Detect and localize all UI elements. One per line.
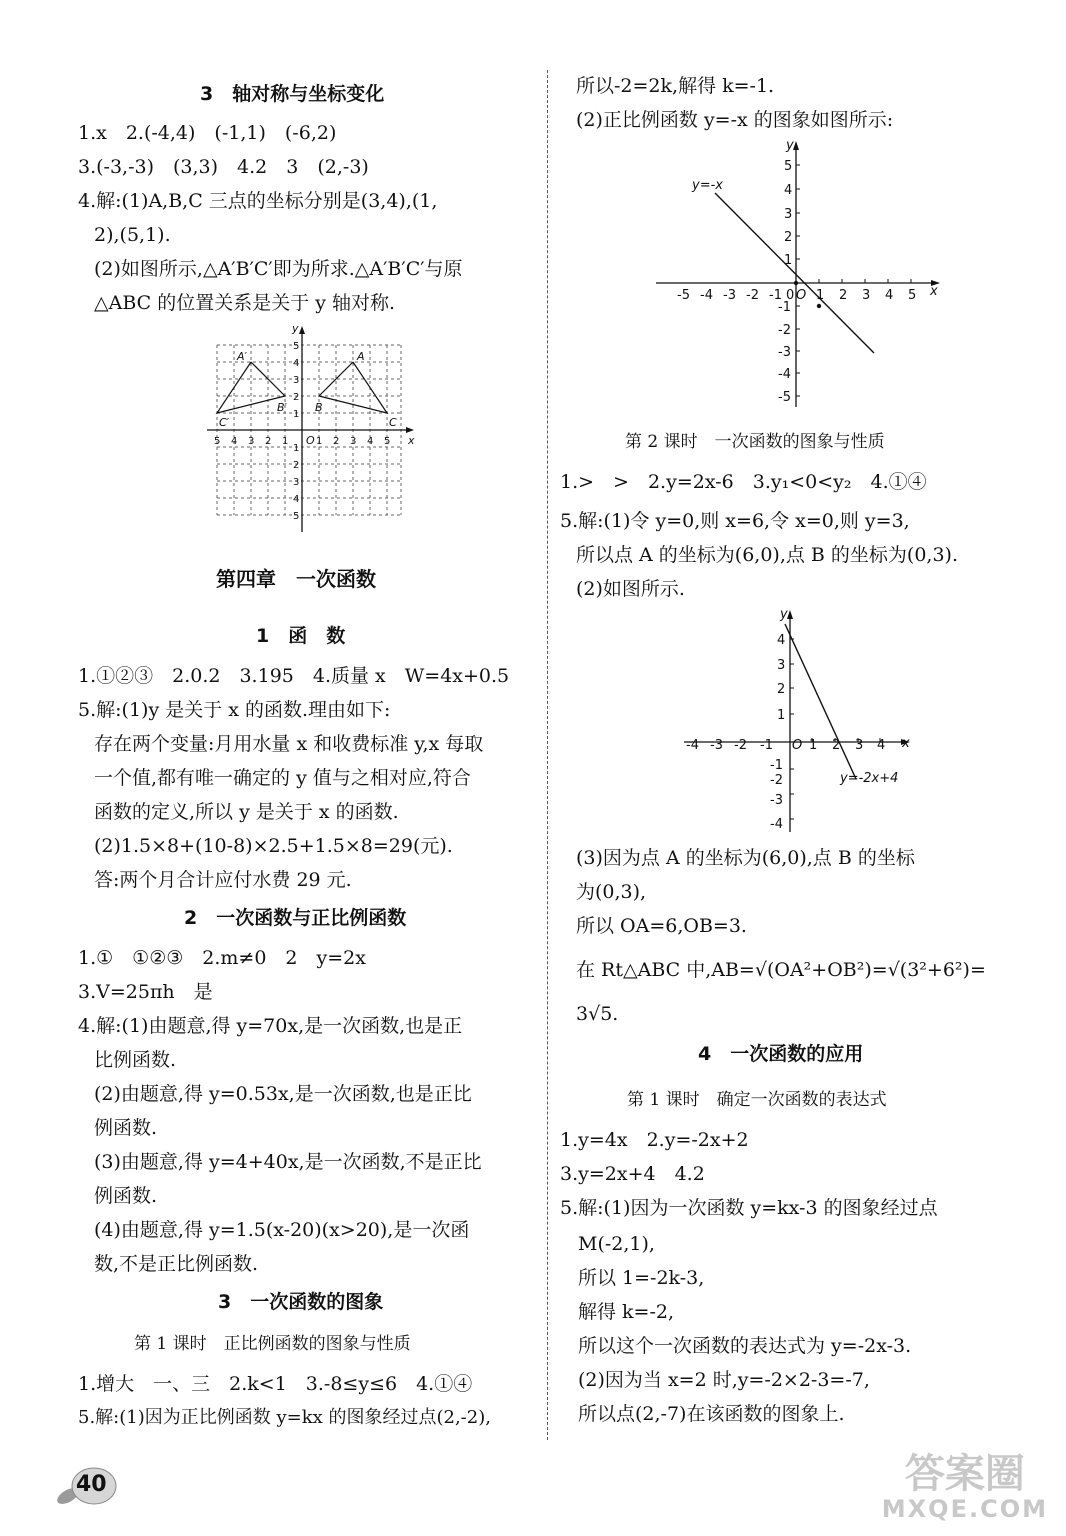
tick-label: -3 (778, 345, 791, 360)
tick-label: 2 (777, 682, 786, 697)
answer-line: 1.① ①②③ 2.m≠0 2 y=2x (78, 947, 366, 969)
tick-label: -2 (734, 738, 747, 753)
watermark-title: 答案圈 (904, 1450, 1025, 1497)
section-title: 3 轴对称与坐标变化 (200, 83, 385, 105)
y-axis-label: y (780, 607, 788, 622)
answer-line: 5.解:(1)因为正比例函数 y=kx 的图象经过点(2,-2), (78, 1407, 491, 1428)
answer-line: 一个值,都有唯一确定的 y 值与之相对应,符合 (94, 767, 471, 789)
answer-line: 5.解:(1)y 是关于 x 的函数.理由如下: (78, 699, 391, 721)
label-b: B (315, 401, 323, 414)
answer-line: 存在两个变量:月用水量 x 和收费标准 y,x 每取 (94, 733, 484, 755)
answer-line: 所以-2=2k,解得 k=-1. (576, 75, 775, 97)
tick-label: 3 (784, 207, 793, 222)
tick-label: 4 (293, 494, 300, 505)
answer-line: (2)正比例函数 y=-x 的图象如图所示: (576, 109, 894, 131)
tick-label: 4 (293, 358, 300, 369)
tick-label: -5 (778, 390, 791, 405)
tick-label: 2 (333, 436, 340, 447)
tick-label: -1 (778, 300, 791, 315)
tick-label: -5 (677, 288, 690, 303)
page-number: 40 (76, 1472, 107, 1497)
section-title: 3 一次函数的图象 (218, 1291, 384, 1313)
tick-label: -4 (700, 288, 713, 303)
tick-label: 1 (316, 436, 323, 447)
watermark-url: MXQE.COM (881, 1494, 1048, 1523)
origin-label: O (792, 738, 803, 753)
answer-line: 比例函数. (94, 1049, 177, 1071)
line-label: y=-x (692, 178, 723, 193)
tick-label: 3 (350, 436, 357, 447)
tick-label: 5 (214, 436, 221, 447)
tick-label: -1 (769, 288, 782, 303)
graph-y-neg-2x-plus-4 (680, 604, 920, 839)
answer-line: 1.> > 2.y=2x-6 3.y₁<0<y₂ 4.①④ (560, 471, 927, 493)
chapter-title: 第四章 一次函数 (216, 567, 376, 591)
tick-label: 4 (777, 633, 786, 648)
answer-line: 1.x 2.(-4,4) (-1,1) (-6,2) (78, 122, 337, 144)
x-axis-label: x (408, 434, 415, 447)
label-c-prime: C′ (219, 416, 230, 429)
answer-line: 例函数. (94, 1185, 158, 1207)
label-a-prime: A′ (237, 350, 248, 363)
section-title: 2 一次函数与正比例函数 (184, 907, 407, 929)
answer-line: 所以这个一次函数的表达式为 y=-2x-3. (578, 1335, 912, 1357)
origin-label: O (796, 288, 807, 303)
answer-line: 4.解:(1)由题意,得 y=70x,是一次函数,也是正 (78, 1015, 463, 1037)
answer-line: △ABC 的位置关系是关于 y 轴对称. (94, 292, 396, 314)
answer-line: 2),(5,1). (94, 224, 171, 246)
tick-label: 2 (265, 436, 272, 447)
tick-label: 3 (862, 288, 871, 303)
tick-label: -2 (770, 773, 783, 788)
tick-label: 2 (293, 392, 300, 403)
graph-y-neg-x (650, 135, 950, 415)
tick-label: 2 (832, 738, 841, 753)
tick-label: 2 (784, 230, 793, 245)
answer-line: 3√5. (576, 1003, 619, 1025)
answer-line: (2)因为当 x=2 时,y=-2×2-3=-7, (578, 1369, 870, 1391)
answer-line: 3.V=25πh 是 (78, 981, 213, 1003)
lesson-subtitle: 第 1 课时 正比例函数的图象与性质 (134, 1334, 411, 1354)
tick-label: 3 (293, 477, 300, 488)
tick-label: 5 (784, 159, 793, 174)
answer-line: 5.解:(1)令 y=0,则 x=6,令 x=0,则 y=3, (560, 510, 910, 532)
answer-line: 解得 k=-2, (578, 1301, 675, 1323)
tick-label: 5 (908, 288, 917, 303)
tick-label: 1 (784, 253, 793, 268)
tick-label: -1 (760, 738, 773, 753)
tick-label: 1 (293, 443, 300, 454)
section-title: 1 函 数 (256, 625, 346, 647)
tick-label: 5 (384, 436, 391, 447)
y-axis-label: y (786, 138, 794, 153)
tick-label: 3 (248, 436, 255, 447)
answer-line: 3.y=2x+4 4.2 (560, 1163, 705, 1185)
origin-label: O (306, 434, 315, 447)
label-b-prime: B′ (277, 401, 288, 414)
tick-label: 1 (293, 409, 300, 420)
x-axis-label: x (930, 284, 938, 299)
answer-line: M(-2,1), (578, 1233, 655, 1255)
lesson-subtitle: 第 2 课时 一次函数的图象与性质 (625, 432, 885, 452)
tick-label: 1 (816, 288, 825, 303)
answer-line: (3)由题意,得 y=4+40x,是一次函数,不是正比 (94, 1151, 482, 1173)
answer-line: (2)如图所示. (576, 578, 685, 600)
answer-line: 所以 1=-2k-3, (578, 1267, 705, 1289)
answer-line: (3)因为点 A 的坐标为(6,0),点 B 的坐标 (576, 847, 915, 869)
answer-line: 1.增大 一、三 2.k<1 3.-8≤y≤6 4.①④ (78, 1373, 473, 1395)
tick-label: 4 (367, 436, 374, 447)
answer-line: (4)由题意,得 y=1.5(x-20)(x>20),是一次函 (94, 1219, 470, 1241)
x-axis-label: x (902, 736, 910, 751)
answer-line: 3.(-3,-3) (3,3) 4.2 3 (2,-3) (78, 156, 369, 178)
tick-label: 3 (777, 658, 786, 673)
answer-line: 例函数. (94, 1117, 158, 1139)
answer-line: 4.解:(1)A,B,C 三点的坐标分别是(3,4),(1, (78, 190, 438, 212)
tick-label: 1 (777, 708, 786, 723)
page-number-badge (50, 1462, 122, 1512)
answer-line: 5.解:(1)因为一次函数 y=kx-3 的图象经过点 (560, 1197, 938, 1219)
tick-label: 4 (877, 738, 886, 753)
answer-line: 在 Rt△ABC 中,AB=√(OA²+OB²)=√(3²+6²)= (576, 959, 986, 981)
answer-line: (2)1.5×8+(10-8)×2.5+1.5×8=29(元). (94, 835, 453, 857)
answer-line: 答:两个月合计应付水费 29 元. (94, 869, 352, 891)
answer-line: 所以点(2,-7)在该函数的图象上. (578, 1403, 845, 1425)
graph-symmetry (205, 320, 420, 535)
lesson-subtitle: 第 1 课时 确定一次函数的表达式 (627, 1090, 887, 1110)
tick-label: 2 (293, 460, 300, 471)
tick-label: -4 (778, 367, 791, 382)
answer-line: (2)如图所示,△A′B′C′即为所求.△A′B′C′与原 (94, 258, 463, 280)
answer-line: 1.y=4x 2.y=-2x+2 (560, 1129, 749, 1151)
answer-line: 所以 OA=6,OB=3. (576, 915, 747, 937)
label-a: A (357, 350, 365, 363)
tick-label: 1 (282, 436, 289, 447)
answer-line: 函数的定义,所以 y 是关于 x 的函数. (94, 801, 399, 823)
line-label: y=-2x+4 (840, 771, 899, 786)
tick-label: -1 (770, 758, 783, 773)
tick-label: -4 (770, 817, 783, 832)
label-c: C (389, 416, 397, 429)
answer-line: 所以点 A 的坐标为(6,0),点 B 的坐标为(0,3). (576, 544, 959, 566)
tick-label: 3 (293, 375, 300, 386)
tick-label: 3 (855, 738, 864, 753)
tick-label: -2 (778, 323, 791, 338)
tick-label: 2 (839, 288, 848, 303)
answer-line: (2)由题意,得 y=0.53x,是一次函数,也是正比 (94, 1083, 472, 1105)
answer-line: 数,不是正比例函数. (94, 1253, 259, 1275)
answer-line: 为(0,3), (576, 881, 647, 903)
column-divider (547, 70, 548, 1440)
tick-label: 4 (231, 436, 238, 447)
tick-label: -4 (686, 738, 699, 753)
tick-label: 4 (784, 183, 793, 198)
tick-label: 1 (809, 738, 818, 753)
tick-label: 4 (885, 288, 894, 303)
tick-label: 0 (786, 288, 795, 303)
tick-label: -3 (770, 793, 783, 808)
tick-label: 5 (293, 341, 300, 352)
tick-label: -3 (723, 288, 736, 303)
y-axis-label: y (292, 322, 299, 335)
tick-label: 5 (293, 511, 300, 522)
tick-label: -2 (746, 288, 759, 303)
watermark (882, 1452, 1048, 1522)
tick-label: -3 (710, 738, 723, 753)
section-title: 4 一次函数的应用 (698, 1043, 864, 1065)
answer-line: 1.①②③ 2.0.2 3.195 4.质量 x W=4x+0.5 (78, 665, 510, 687)
